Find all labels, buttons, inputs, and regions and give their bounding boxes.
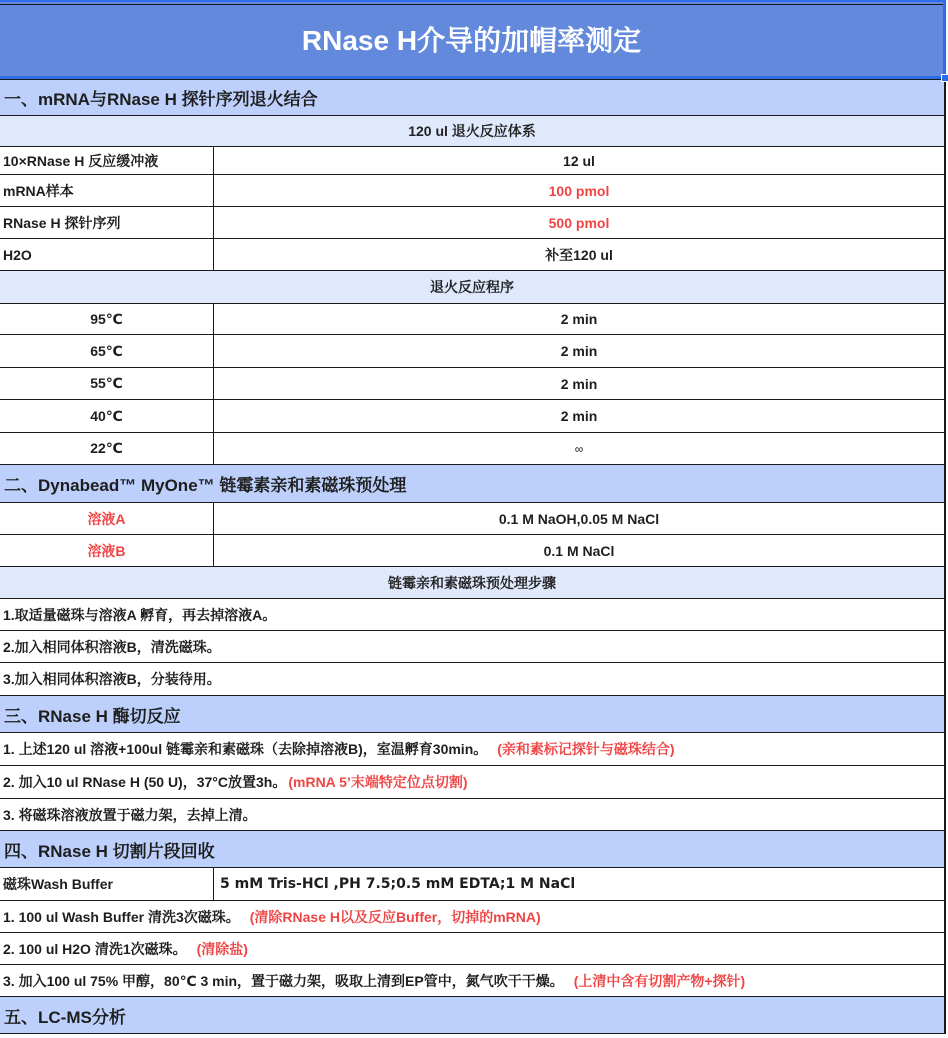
step-text: 2. 100 ul H2O 清洗1次磁珠。 xyxy=(3,940,187,957)
section-title: 三、RNase H 酶切反应 xyxy=(4,706,181,726)
table-row-program-step[interactable] xyxy=(0,303,946,334)
program-temp[interactable]: 40℃ xyxy=(0,400,214,432)
solution-composition[interactable]: 0.1 M NaOH,0.05 M NaCl xyxy=(498,510,660,527)
subheader-title: 退火反应程序 xyxy=(430,279,514,295)
step-text: 1.取适量磁珠与溶液A 孵育，再去掉溶液A。 xyxy=(3,606,277,623)
reagent-name[interactable]: 10×RNase H 反应缓冲液 xyxy=(0,147,214,174)
program-temp[interactable]: 95℃ xyxy=(0,304,214,334)
subheader-annealing-program[interactable] xyxy=(0,270,946,303)
step-note: (mRNA 5’末端特定位点切割) xyxy=(288,774,468,790)
table-row-wash-buffer[interactable] xyxy=(0,867,946,900)
table-row-reagent[interactable] xyxy=(0,174,946,206)
subheader-reaction-system[interactable] xyxy=(0,115,946,146)
table-row-reagent[interactable] xyxy=(0,206,946,238)
buffer-composition[interactable]: 5 mM Tris-HCl ,PH 7.5;0.5 mM EDTA;1 M NaCl xyxy=(220,876,576,892)
step-note: (亲和素标记探针与磁珠结合) xyxy=(497,741,675,757)
solution-composition[interactable]: 0.1 M NaCl xyxy=(543,542,615,559)
selection-fill-handle[interactable] xyxy=(941,74,948,82)
reagent-amount[interactable]: 12 ul xyxy=(563,152,595,169)
title-cell[interactable] xyxy=(0,0,946,79)
step-text: 3. 将磁珠溶液放置于磁力架，去掉上清。 xyxy=(3,806,257,823)
program-temp[interactable]: 22℃ xyxy=(0,433,214,464)
program-time[interactable]: 2 min xyxy=(560,311,598,327)
table-row-solution[interactable] xyxy=(0,502,946,534)
section-header-4[interactable] xyxy=(0,830,946,867)
table-row-program-step[interactable] xyxy=(0,367,946,399)
section-header-3[interactable] xyxy=(0,695,946,732)
subheader-title: 链霉亲和素磁珠预处理步骤 xyxy=(388,574,556,591)
solution-name[interactable]: 溶液B xyxy=(0,535,214,566)
reagent-name[interactable]: mRNA样本 xyxy=(0,175,214,206)
title-top-border xyxy=(0,4,943,5)
step-text: 1. 100 ul Wash Buffer 清洗3次磁珠。 xyxy=(3,908,240,925)
program-temp[interactable]: 55℃ xyxy=(0,368,214,399)
step-note: (清除盐) xyxy=(196,940,248,957)
table-row-step[interactable] xyxy=(0,765,946,798)
section-title: 一、mRNA与RNase H 探针序列退火结合 xyxy=(4,90,318,109)
program-time[interactable]: 2 min xyxy=(560,343,598,359)
step-note: (上清中含有切割产物+探针) xyxy=(573,972,746,989)
section-header-1[interactable] xyxy=(0,79,946,115)
solution-name[interactable]: 溶液A xyxy=(0,503,214,534)
table-row-step[interactable] xyxy=(0,598,946,630)
subheader-title: 120 ul 退火反应体系 xyxy=(408,123,536,139)
table-row-step[interactable] xyxy=(0,732,946,765)
subheader-pretreatment-steps[interactable] xyxy=(0,566,946,598)
table-row-step[interactable] xyxy=(0,662,946,695)
step-note: (清除RNase H以及反应Buffer，切掉的mRNA) xyxy=(249,908,541,925)
step-text: 1. 上述120 ul 溶液+100ul 链霉亲和素磁珠（去除掉溶液B)，室温孵育30min。 xyxy=(3,741,488,757)
table-row-reagent[interactable] xyxy=(0,238,946,270)
step-text: 3. 加入100 ul 75% 甲醇，80℃ 3 min，置于磁力架，吸取上清到EP管中，氮气吹干干燥。 xyxy=(3,972,564,989)
reagent-name[interactable]: H2O xyxy=(0,239,214,270)
section-title: 四、RNase H 切割片段回收 xyxy=(4,841,215,861)
step-text: 3.加入相同体积溶液B，分装待用。 xyxy=(3,671,221,687)
table-row-reagent[interactable] xyxy=(0,146,946,174)
table-row-program-step[interactable] xyxy=(0,334,946,367)
program-time[interactable]: ∞ xyxy=(574,441,584,456)
section-title: 二、Dynabead™ MyOne™ 链霉素亲和素磁珠预处理 xyxy=(4,476,407,495)
table-row-step[interactable] xyxy=(0,964,946,996)
table-row-solution[interactable] xyxy=(0,534,946,566)
section-title: 五、LC-MS分析 xyxy=(4,1007,126,1027)
step-text: 2. 加入10 ul RNase H (50 U)，37°C放置3h。 xyxy=(3,774,287,790)
section-header-5[interactable] xyxy=(0,996,946,1034)
reagent-name[interactable]: RNase H 探针序列 xyxy=(0,207,214,238)
table-row-program-step[interactable] xyxy=(0,432,946,464)
table-row-program-step[interactable] xyxy=(0,399,946,432)
table-row-step[interactable] xyxy=(0,630,946,662)
step-text: 2.加入相同体积溶液B，清洗磁珠。 xyxy=(3,638,221,655)
buffer-name[interactable]: 磁珠Wash Buffer xyxy=(0,868,214,900)
reagent-amount[interactable]: 100 pmol xyxy=(548,182,610,199)
program-temp[interactable]: 65℃ xyxy=(0,335,214,367)
table-row-step[interactable] xyxy=(0,932,946,964)
table-row-step[interactable] xyxy=(0,900,946,932)
page-title: RNase H介导的加帽率测定 xyxy=(301,25,642,56)
table-row-step[interactable] xyxy=(0,798,946,830)
section-header-2[interactable] xyxy=(0,464,946,502)
reagent-amount[interactable]: 补至120 ul xyxy=(545,246,613,263)
reagent-amount[interactable]: 500 pmol xyxy=(548,214,610,231)
program-time[interactable]: 2 min xyxy=(560,408,598,424)
program-time[interactable]: 2 min xyxy=(560,375,598,392)
